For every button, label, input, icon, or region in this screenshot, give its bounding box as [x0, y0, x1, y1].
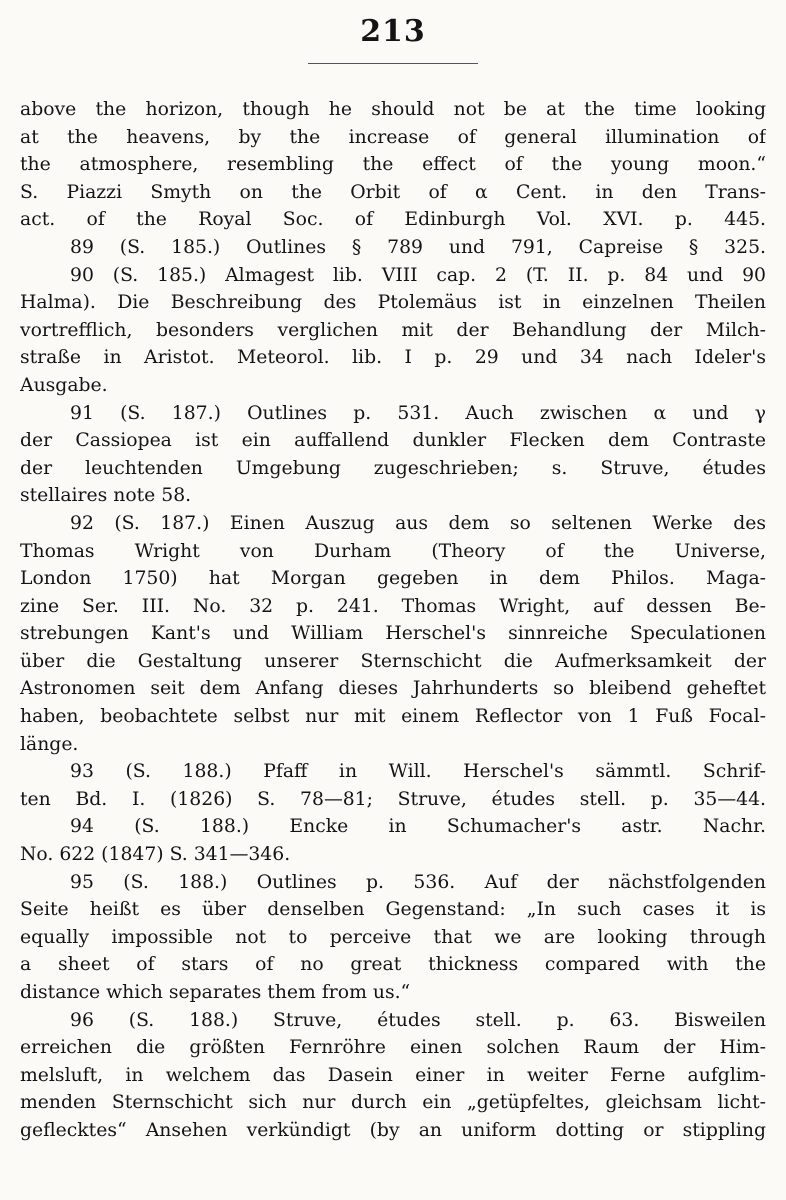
- text-line: Ausgabe.: [20, 374, 108, 396]
- text-line: 89 (S. 185.) Outlines § 789 und 791, Capreise § 325.: [70, 236, 766, 258]
- text-line: 90 (S. 185.) Almagest lib. VIII cap. 2 (T. II. p. 84 und 90: [70, 264, 766, 286]
- text-line: vortrefflich, besonders verglichen mit der Behandlung der Milch-: [20, 319, 766, 341]
- text-line: 92 (S. 187.) Einen Auszug aus dem so seltenen Werke des: [70, 512, 766, 534]
- text-line: straße in Aristot. Meteorol. lib. I p. 29 und 34 nach Ideler's: [20, 347, 766, 369]
- text-line: a sheet of stars of no great thickness compared with the: [20, 954, 766, 976]
- text-line: 94 (S. 188.) Encke in Schumacher's astr. Nachr.: [70, 816, 766, 838]
- text-line: London 1750) hat Morgan gegeben in dem Philos. Maga-: [20, 568, 766, 590]
- text-line: 91 (S. 187.) Outlines p. 531. Auch zwischen α und γ: [70, 402, 766, 424]
- text-line: melsluft, in welchem das Dasein einer in weiter Ferne aufglim-: [20, 1064, 766, 1086]
- text-line: S. Piazzi Smyth on the Orbit of α Cent. in den Trans-: [20, 181, 766, 203]
- text-line: länge.: [20, 733, 79, 755]
- page-number: 213: [360, 14, 426, 49]
- text-line: 96 (S. 188.) Struve, études stell. p. 63. Bisweilen: [70, 1009, 766, 1031]
- text-line: Thomas Wright von Durham (Theory of the Universe,: [20, 540, 766, 562]
- text-line: above the horizon, though he should not be at the time looking: [20, 99, 766, 120]
- header-rule: [308, 63, 478, 64]
- text-line: equally impossible not to perceive that we are looking through: [20, 926, 766, 948]
- text-line: the atmosphere, resembling the effect of the young moon.“: [20, 154, 766, 176]
- text-line: ten Bd. I. (1826) S. 78—81; Struve, études stell. p. 35—44.: [20, 788, 766, 810]
- text-line: at the heavens, by the increase of general illumination of: [20, 126, 766, 148]
- text-line: über die Gestaltung unserer Sternschicht die Aufmerksamkeit der: [20, 650, 766, 672]
- text-line: zine Ser. III. No. 32 p. 241. Thomas Wright, auf dessen Be-: [20, 595, 766, 617]
- text-line: haben, beobachtete selbst nur mit einem Reflector von 1 Fuß Focal-: [20, 706, 766, 728]
- text-line: Seite heißt es über denselben Gegenstand: „In such cases it is: [20, 899, 766, 921]
- text-line: Halma). Die Beschreibung des Ptolemäus ist in einzelnen Theilen: [20, 292, 766, 314]
- text-line: 93 (S. 188.) Pfaff in Will. Herschel's sämmtl. Schrif-: [70, 761, 766, 783]
- text-line: distance which separates them from us.“: [20, 982, 411, 1003]
- text-line: strebungen Kant's und William Herschel's sinnreiche Speculationen: [20, 623, 766, 645]
- text-line: 95 (S. 188.) Outlines p. 536. Auf der nächstfolgenden: [70, 871, 766, 893]
- text-line: Astronomen seit dem Anfang dieses Jahrhunderts so bleibend geheftet: [20, 678, 766, 700]
- text-line: geflecktes“ Ansehen verkündigt (by an uniform dotting or stippling: [20, 1119, 766, 1141]
- text-line: der leuchtenden Umgebung zugeschrieben; s. Struve, études: [20, 457, 766, 479]
- page-body: [20, 96, 766, 1145]
- text-line: act. of the Royal Soc. of Edinburgh Vol. XVI. p. 445.: [20, 209, 766, 231]
- text-line: No. 622 (1847) S. 341—346.: [20, 844, 291, 866]
- text-line: der Cassiopea ist ein auffallend dunkler Flecken dem Contraste: [20, 430, 766, 452]
- text-line: stellaires note 58.: [20, 485, 192, 507]
- text-line: erreichen die größten Fernröhre einen solchen Raum der Him-: [20, 1037, 766, 1059]
- text-line: menden Sternschicht sich nur durch ein „getüpfeltes, gleichsam licht-: [20, 1092, 766, 1114]
- page-header: [0, 14, 786, 49]
